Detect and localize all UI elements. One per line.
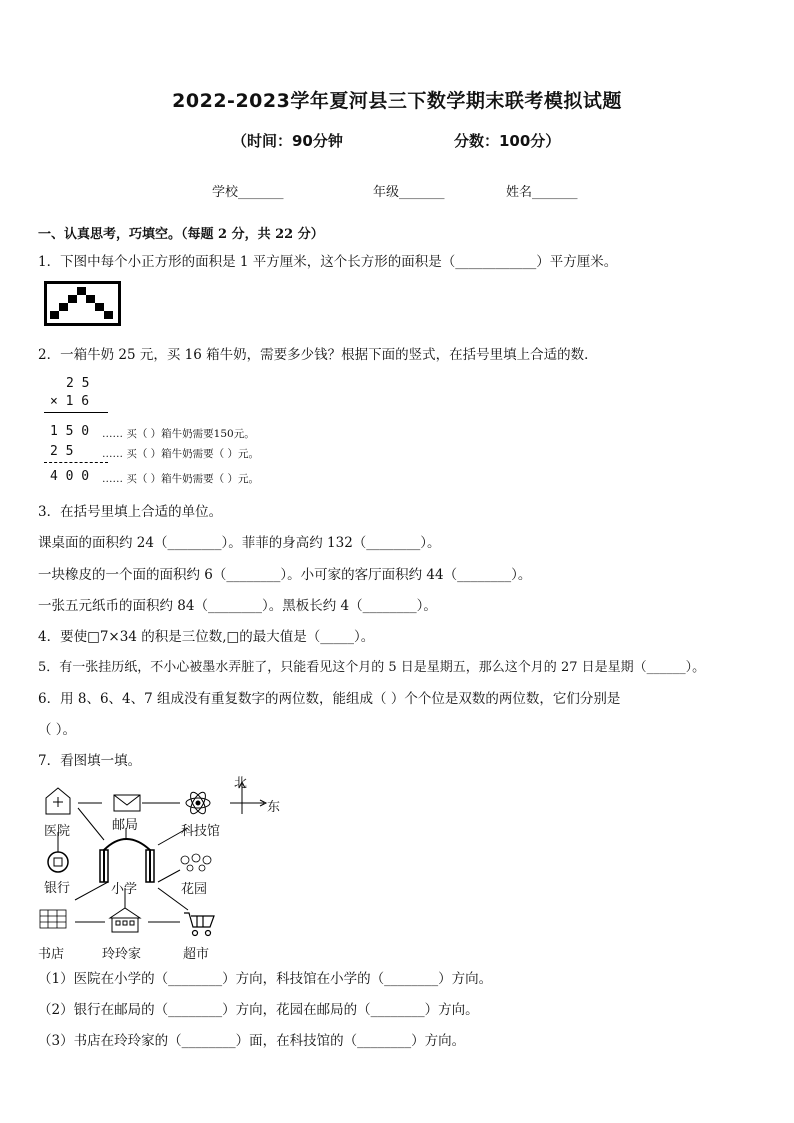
calc-divider-2 [44, 462, 108, 463]
map-bookstore-label: 书店 [38, 947, 65, 962]
question-7-2: （2）银行在邮局的（________）方向，花园在邮局的（________）方向。 [38, 1002, 479, 1018]
calc-multiplicand: 2 5 [66, 376, 90, 391]
grade-field: 年级_______ [373, 185, 445, 200]
map-hospital-label: 医院 [44, 824, 71, 839]
calc-divider-1 [44, 412, 108, 413]
question-6b: （ ）。 [38, 722, 77, 738]
exam-time: （时间：90分钟 [232, 132, 343, 150]
map-line [78, 808, 104, 840]
atom-icon [186, 790, 210, 816]
map-post-label: 邮局 [112, 818, 139, 833]
name-field: 姓名_______ [506, 185, 578, 200]
school-field: 学校_______ [212, 185, 284, 200]
map-science-label: 科技馆 [181, 824, 221, 839]
map-school-label: 小学 [111, 882, 138, 897]
cart-icon [184, 913, 214, 936]
map-line [158, 870, 180, 882]
map-east-label: 东 [267, 800, 281, 815]
question-3b: 一块橡皮的一个面的面积约 6（________）。小可家的客厅面积约 44（________）。 [38, 567, 532, 583]
map-bank-label: 银行 [44, 881, 71, 896]
coin-icon [48, 852, 68, 872]
calc-row-2: 2 5 [50, 444, 74, 459]
question-2: 2．一箱牛奶 25 元，买 16 箱牛奶，需要多少钱？根据下面的竖式，在括号里填上合适的数． [38, 347, 598, 363]
question-7-1: （1）医院在小学的（________）方向，科技馆在小学的（________）方向。 [38, 971, 493, 987]
section-heading: 一、认真思考，巧填空。（每题 2 分，共 22 分） [38, 227, 324, 242]
calc-row-3: 4 0 0 [50, 469, 90, 484]
question-4: 4．要使□7×34 的积是三位数,□的最大值是（_____）。 [38, 629, 375, 645]
map-garden-label: 花园 [181, 882, 208, 897]
house-icon [110, 908, 140, 932]
question-7-3: （3）书店在玲玲家的（________）面，在科技馆的（________）方向。 [38, 1033, 466, 1049]
calc-note-3: …… 买（ ）箱牛奶需要（ ）元。 [102, 473, 260, 485]
school-gate-icon [104, 839, 150, 882]
flower-icon [181, 854, 211, 871]
exam-score: 分数：100分） [454, 132, 561, 150]
question-1: 1．下图中每个小正方形的面积是 1 平方厘米，这个长方形的面积是（____________）平方厘米。 [38, 254, 618, 270]
question-7: 7．看图填一填。 [38, 753, 142, 769]
q1-grid-figure [44, 281, 122, 327]
map-home-label: 玲玲家 [102, 947, 142, 962]
question-5: 5．有一张挂历纸，不小心被墨水弄脏了，只能看见这个月的 5 日是星期五，那么这个月的 27 日是星期（______）。 [38, 660, 706, 675]
question-6: 6．用 8、6、4、7 组成没有重复数字的两位数，能组成（ ）个个位是双数的两位数，它们分别是 [38, 691, 621, 707]
calc-note-1: …… 买（ ）箱牛奶需要150元。 [102, 428, 255, 440]
map-north-label: 北 [234, 776, 248, 791]
map-market-label: 超市 [183, 947, 210, 962]
calc-note-2: …… 买（ ）箱牛奶需要（ ）元。 [102, 448, 260, 460]
book-icon [40, 910, 66, 928]
map-line [75, 882, 108, 900]
question-3a: 课桌面的面积约 24（________）。菲菲的身高约 132（________）。 [38, 535, 441, 551]
calc-multiplier: × 1 6 [50, 394, 90, 409]
question-3: 3．在括号里填上合适的单位。 [38, 504, 223, 520]
q7-map [30, 770, 300, 960]
question-3c: 一张五元纸币的面积约 84（________）。黑板长约 4（________）。 [38, 598, 437, 614]
calc-row-1: 1 5 0 [50, 424, 90, 439]
page-title: 2022-2023学年夏河县三下数学期末联考模拟试题 [172, 90, 622, 112]
